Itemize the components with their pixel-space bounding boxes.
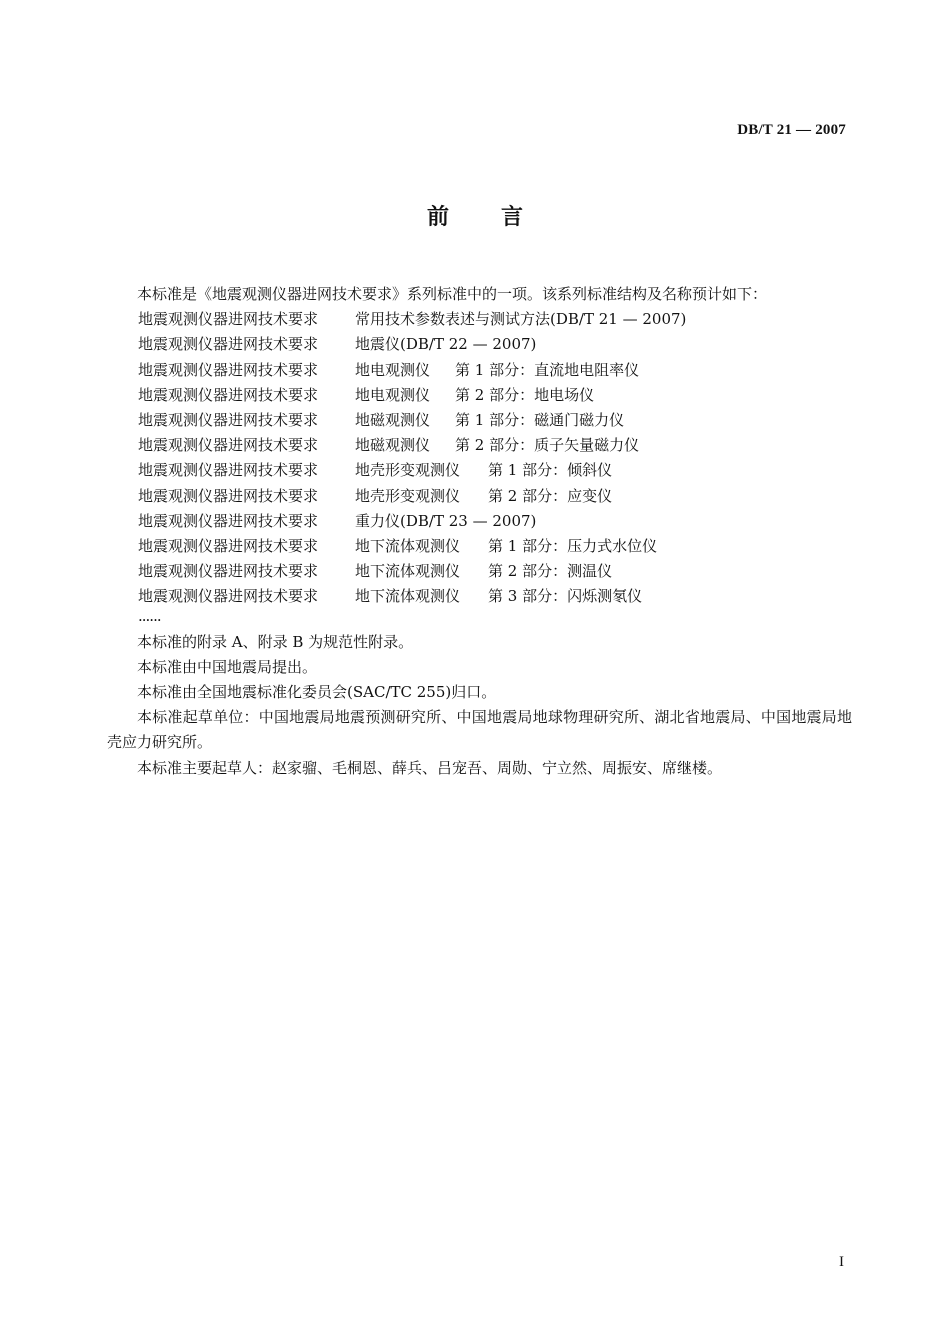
series-ellipsis: ······ <box>138 610 161 629</box>
series-item-category: 地电观测仪 <box>355 360 431 379</box>
series-item <box>107 584 852 609</box>
series-item-category: 地磁观测仪 <box>355 436 431 455</box>
series-item <box>107 509 852 534</box>
series-item <box>107 332 852 357</box>
series-item-category: 地震仪(DB/T 22 — 2007) <box>355 335 537 354</box>
series-item-standard: 地震观测仪器进网技术要求 <box>138 411 319 430</box>
series-item-category: 地电观测仪 <box>355 385 431 404</box>
series-item-category: 地壳形变观测仪 <box>355 486 461 505</box>
series-item-standard: 地震观测仪器进网技术要求 <box>138 511 319 530</box>
managed-by-paragraph: 本标准由全国地震标准化委员会(SAC/TC 255)归口。 <box>137 683 497 702</box>
series-item <box>107 559 852 584</box>
series-item <box>107 433 852 458</box>
series-item-standard: 地震观测仪器进网技术要求 <box>138 335 319 354</box>
page-title: 前言 <box>426 205 575 230</box>
series-item-part: 第 2 部分：地电场仪 <box>455 385 595 404</box>
series-item-standard: 地震观测仪器进网技术要求 <box>138 562 319 581</box>
intro-paragraph: 本标准是《地震观测仪器进网技术要求》系列标准中的一项。该系列标准结构及名称预计如下： <box>137 285 768 303</box>
proposed-by-paragraph: 本标准由中国地震局提出。 <box>137 657 318 676</box>
drafting-units-paragraph: 本标准起草单位：中国地震局地震预测研究所、中国地震局地球物理研究所、湖北省地震局、中国地震局地壳应力研究所。 <box>107 708 852 752</box>
series-item-part: 第 3 部分：闪烁测氡仪 <box>488 587 643 606</box>
series-item-part: 第 1 部分：压力式水位仪 <box>488 537 658 556</box>
foreword-body <box>107 282 852 781</box>
series-item-standard: 地震观测仪器进网技术要求 <box>138 486 319 505</box>
series-item-category: 常用技术参数表述与测试方法(DB/T 21 — 2007) <box>355 310 687 329</box>
series-item-part: 第 2 部分：质子矢量磁力仪 <box>455 436 640 455</box>
series-item <box>107 307 852 332</box>
series-item-standard: 地震观测仪器进网技术要求 <box>138 436 319 455</box>
series-item <box>107 408 852 433</box>
series-item-standard: 地震观测仪器进网技术要求 <box>138 310 319 329</box>
series-item <box>107 534 852 559</box>
series-item <box>107 383 852 408</box>
series-item-category: 重力仪(DB/T 23 — 2007) <box>355 511 537 530</box>
series-list <box>107 307 852 609</box>
series-item <box>107 458 852 483</box>
series-item-category: 地下流体观测仪 <box>355 587 461 606</box>
series-item-part: 第 1 部分：磁通门磁力仪 <box>455 411 625 430</box>
series-item-standard: 地震观测仪器进网技术要求 <box>138 587 319 606</box>
series-item-category: 地磁观测仪 <box>355 411 431 430</box>
series-item-category: 地下流体观测仪 <box>355 537 461 556</box>
appendix-paragraph: 本标准的附录 A、附录 B 为规范性附录。 <box>137 632 414 651</box>
series-item-standard: 地震观测仪器进网技术要求 <box>138 461 319 480</box>
series-item-standard: 地震观测仪器进网技术要求 <box>138 537 319 556</box>
series-item-part: 第 2 部分：应变仪 <box>488 486 613 505</box>
series-item-part: 第 1 部分：倾斜仪 <box>488 461 613 480</box>
series-item-standard: 地震观测仪器进网技术要求 <box>138 385 319 404</box>
series-item-standard: 地震观测仪器进网技术要求 <box>138 360 319 379</box>
series-item-category: 地壳形变观测仪 <box>355 461 461 480</box>
drafters-paragraph: 本标准主要起草人：赵家骝、毛桐恩、薛兵、吕宠吾、周勋、宁立然、周振安、席继楼。 <box>137 758 723 777</box>
series-item <box>107 484 852 509</box>
series-item-category: 地下流体观测仪 <box>355 562 461 581</box>
series-item <box>107 358 852 383</box>
standard-code: DB/T 21 — 2007 <box>737 122 846 138</box>
series-item-part: 第 1 部分：直流地电阻率仪 <box>455 360 640 379</box>
series-item-part: 第 2 部分：测温仪 <box>488 562 613 581</box>
page-number: I <box>839 1254 844 1270</box>
